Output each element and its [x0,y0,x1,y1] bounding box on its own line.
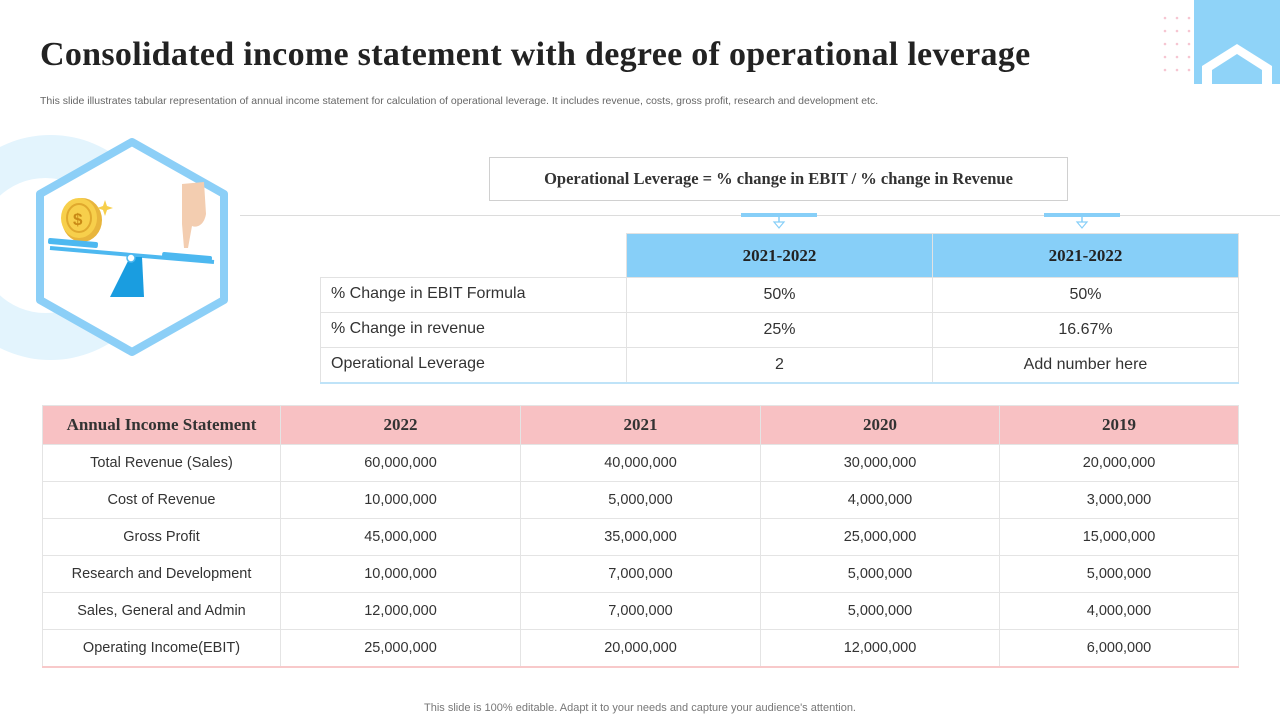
table-cell: 5,000,000 [1000,556,1239,593]
table-cell: 30,000,000 [761,445,1000,482]
table-row [43,593,1239,630]
table-cell: 12,000,000 [761,630,1000,667]
table-cell: 25,000,000 [761,519,1000,556]
table-cell: 60,000,000 [281,445,521,482]
row-label: % Change in revenue [321,313,627,348]
coin-seesaw-hexagon-icon [32,136,232,358]
table-cell: 2 [627,348,933,383]
table-cell: 5,000,000 [761,556,1000,593]
row-label: Sales, General and Admin [43,593,281,630]
table-cell: 15,000,000 [1000,519,1239,556]
footer-note: This slide is 100% editable. Adapt it to your needs and capture your audience's attention. [424,702,856,714]
table-cell: 10,000,000 [281,556,521,593]
table-row [43,482,1239,519]
table-cell: 4,000,000 [761,482,1000,519]
table-row [43,445,1239,482]
income-header-cell: 2020 [761,406,1000,445]
table-row [321,313,1239,348]
leverage-header-cell: 2021-2022 [933,234,1239,278]
home-shape-icon [1150,0,1280,84]
income-header-cell: 2021 [521,406,761,445]
table-cell: 5,000,000 [521,482,761,519]
table-cell: 20,000,000 [521,630,761,667]
table-cell: 50% [933,278,1239,313]
table-cell: 16.67% [933,313,1239,348]
income-statement-table [42,405,1239,668]
table-row [43,519,1239,556]
connector-arrow-icon [1042,213,1122,231]
row-label: % Change in EBIT Formula [321,278,627,313]
page-subtitle: This slide illustrates tabular representation of annual income statement for calculation of operational leverage. It includes revenue, costs, gross profit, research and development etc. [40,95,879,107]
row-label: Operating Income(EBIT) [43,630,281,667]
table-row [43,556,1239,593]
row-label: Research and Development [43,556,281,593]
table-cell: 12,000,000 [281,593,521,630]
table-cell: 4,000,000 [1000,593,1239,630]
leverage-header-blank [321,234,627,278]
table-cell: 25,000,000 [281,630,521,667]
table-cell: 25% [627,313,933,348]
row-label: Total Revenue (Sales) [43,445,281,482]
table-cell: 7,000,000 [521,556,761,593]
table-cell: 40,000,000 [521,445,761,482]
table-cell: 20,000,000 [1000,445,1239,482]
table-cell: 7,000,000 [521,593,761,630]
row-label: Operational Leverage [321,348,627,383]
formula-text: Operational Leverage = % change in EBIT / % change in Revenue [544,169,1013,188]
table-row [321,348,1239,383]
income-header-cell: 2022 [281,406,521,445]
table-cell: 3,000,000 [1000,482,1239,519]
leverage-table [320,233,1239,384]
formula-box [489,157,1068,201]
table-cell: 5,000,000 [761,593,1000,630]
table-cell: 6,000,000 [1000,630,1239,667]
table-row [43,630,1239,667]
income-header-cell: 2019 [1000,406,1239,445]
table-cell: 10,000,000 [281,482,521,519]
table-cell: 35,000,000 [521,519,761,556]
table-cell: 45,000,000 [281,519,521,556]
row-label: Cost of Revenue [43,482,281,519]
connector-arrow-icon [739,213,819,231]
table-row [321,278,1239,313]
income-header-cell: Annual Income Statement [43,406,281,445]
leverage-header-cell: 2021-2022 [627,234,933,278]
placeholder-cell[interactable]: Add number here [933,348,1239,383]
row-label: Gross Profit [43,519,281,556]
svg-text:$: $ [73,210,83,229]
page-title: Consolidated income statement with degree of operational leverage [40,36,1031,73]
table-cell: 50% [627,278,933,313]
